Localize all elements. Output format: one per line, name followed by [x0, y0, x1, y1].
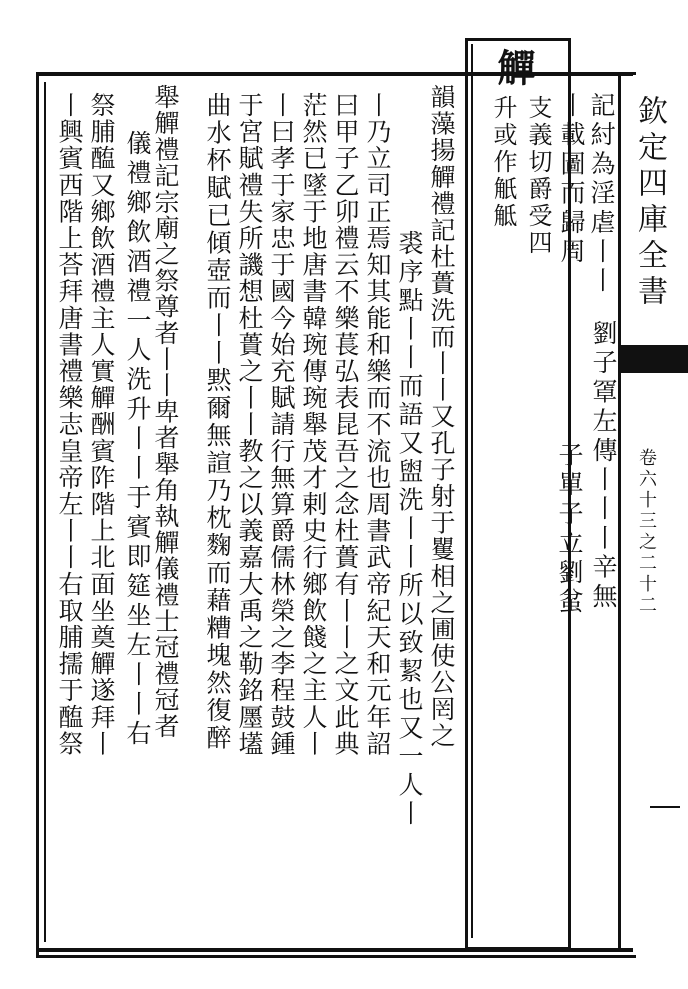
volume-label: 卷六十三之二十二	[636, 448, 657, 616]
text-column-8: 曰甲子乙卯禮云不樂萇弘表昆吾之念杜蕢有丨丨之文此典	[331, 92, 360, 757]
text-column-3: 劉子𦋐左傳丨丨丨辛無	[589, 320, 618, 612]
text-column-13: 舉觶禮記宗廟之祭尊者丨丨卑者舉角執觶儀禮士冠禮冠者	[151, 84, 180, 739]
text-column-11: 于宮賦禮失所譏想杜蕢之丨丨教之以義嘉大禹之勒銘㕓壒	[235, 92, 264, 757]
text-column-5: 韻藻揚觶禮記杜蕢洗而丨丨又孔子射于矍相之圃使公罔之	[427, 84, 456, 749]
inner-border	[44, 82, 46, 942]
tab-word: 觶	[491, 48, 536, 90]
text-column-7: 丨乃立司正焉知其能和樂而不流也周書武帝紀天和元年詔	[363, 92, 392, 757]
text-column-16: 丨興賓西階上荅拜唐書禮樂志皇帝左丨丨右取脯擩于醢祭	[55, 92, 84, 757]
text-column-6: 裘序點丨丨而語又盥洗丨丨所以致絜也又一人丨	[395, 230, 424, 829]
text-column-9: 茫然已墜于地唐書韓琬傳琬舉茂才剌史行鄉飲餞之主人丨	[299, 92, 328, 757]
text-column-14: 儀禮鄉飲酒禮一人洗升丨丨于賓即筵坐左丨丨右	[123, 130, 152, 750]
text-column-10: 丨曰孝于家忠于國今始充賦請行無算爵儒林榮之李程鼓鍾	[267, 92, 296, 757]
text-column-1: 記紂為淫虐丨丨	[587, 92, 616, 297]
tab-divider	[471, 44, 473, 938]
tab-line-1: 支義切爵受四	[524, 95, 552, 257]
text-column-2: 丨載圖而歸周	[557, 92, 586, 268]
fish-tail	[621, 345, 688, 373]
text-column-15: 祭脯醢又鄉飲酒禮主人實觶酬賓阼階上北面坐奠觶遂拜丨	[87, 92, 116, 757]
margin-mark	[650, 806, 680, 808]
text-column-12: 曲水杯賦已傾壺而丨丨黙爾無諠乃枕麴而藉糟塊然復醉	[203, 92, 232, 752]
book-title: 欽定四庫全書	[632, 95, 667, 311]
text-column-4: 子單子立劉蚠	[555, 442, 584, 618]
tab-line-2: 升或作觗觝	[489, 95, 517, 230]
